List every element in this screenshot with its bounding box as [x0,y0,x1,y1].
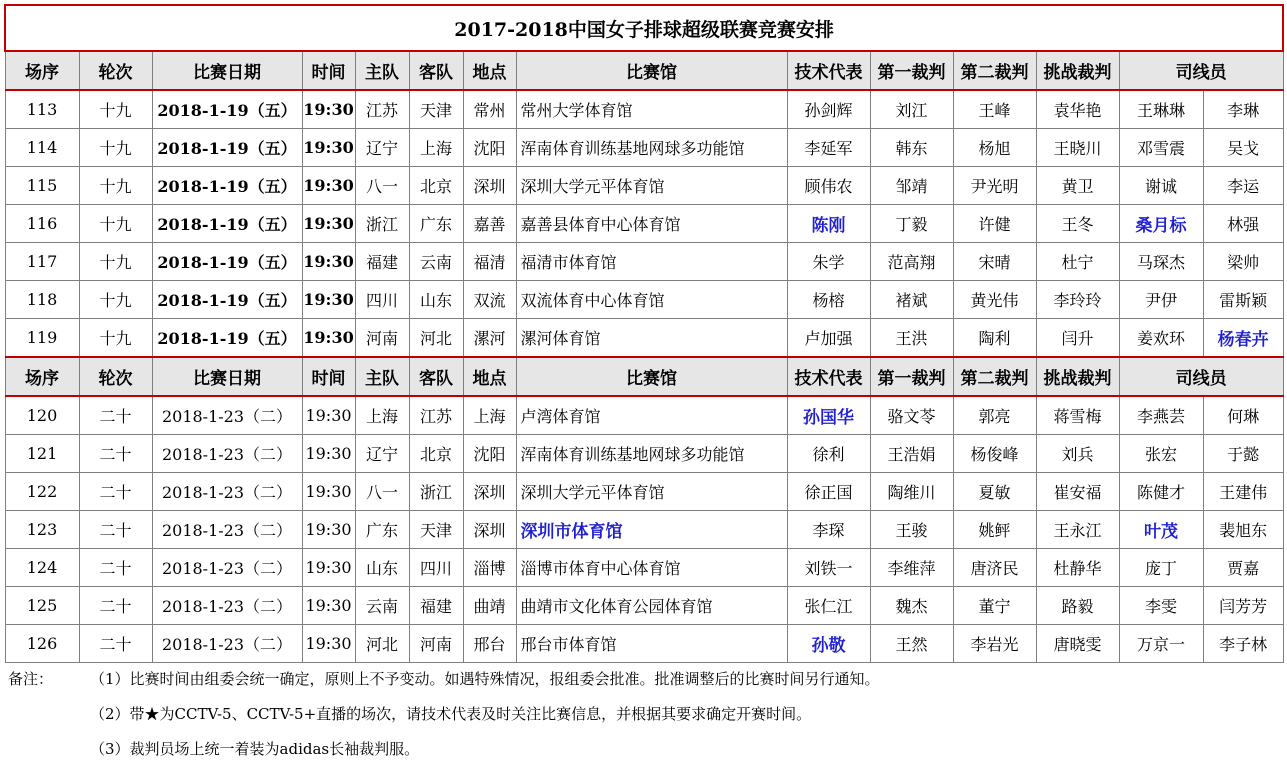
round-cell: 十九 [79,205,152,243]
match-date-cell: 2018-1-23（二） [152,549,302,587]
first-referee-cell: 魏杰 [870,587,953,625]
match-no-cell: 117 [5,243,79,281]
home-team-cell: 八一 [355,473,409,511]
match-time-cell: 19:30 [302,549,355,587]
line-judge-2-cell: 林强 [1203,205,1283,243]
technical-delegate-cell: 刘铁一 [787,549,870,587]
first-referee-cell: 邹靖 [870,167,953,205]
match-no-cell: 120 [5,396,79,435]
table-row [5,167,1283,205]
notes-label: 备注： [8,670,54,688]
venue-cell: 深圳市体育馆 [516,511,787,549]
match-time-cell: 19:30 [302,587,355,625]
second-referee-cell: 黄光伟 [953,281,1036,319]
first-referee-cell: 范高翔 [870,243,953,281]
column-header: 比赛日期 [152,51,302,90]
city-cell: 深圳 [463,511,516,549]
second-referee-cell: 李岩光 [953,625,1036,663]
away-team-cell: 河南 [409,625,463,663]
venue-cell: 深圳大学元平体育馆 [516,167,787,205]
away-team-cell: 广东 [409,205,463,243]
second-referee-cell: 尹光明 [953,167,1036,205]
round-cell: 十九 [79,129,152,167]
venue-cell: 卢湾体育馆 [516,396,787,435]
match-date-cell: 2018-1-23（二） [152,511,302,549]
match-no-cell: 126 [5,625,79,663]
city-cell: 沈阳 [463,435,516,473]
match-time-cell: 19:30 [302,281,355,319]
line-judge-1-cell: 谢诚 [1119,167,1203,205]
technical-delegate-cell: 杨榕 [787,281,870,319]
line-judge-2-cell: 裴旭东 [1203,511,1283,549]
away-team-cell: 江苏 [409,396,463,435]
match-time-cell: 19:30 [302,167,355,205]
match-no-cell: 124 [5,549,79,587]
city-cell: 深圳 [463,473,516,511]
round-cell: 十九 [79,167,152,205]
away-team-cell: 山东 [409,281,463,319]
second-referee-cell: 宋晴 [953,243,1036,281]
round-cell: 二十 [79,625,152,663]
technical-delegate-cell: 张仁江 [787,587,870,625]
line-judge-2-cell: 梁帅 [1203,243,1283,281]
venue-cell: 深圳大学元平体育馆 [516,473,787,511]
line-judge-1-cell: 李燕芸 [1119,396,1203,435]
header-row [5,51,1283,90]
column-header: 时间 [302,357,355,396]
line-judge-1-cell: 马琛杰 [1119,243,1203,281]
round-cell: 十九 [79,319,152,358]
challenge-referee-cell: 崔安福 [1036,473,1119,511]
city-cell: 深圳 [463,167,516,205]
second-referee-cell: 王峰 [953,90,1036,129]
match-date-cell: 2018-1-19（五） [152,129,302,167]
second-referee-cell: 杨俊峰 [953,435,1036,473]
table-row [5,243,1283,281]
match-date-cell: 2018-1-23（二） [152,473,302,511]
second-referee-cell: 杨旭 [953,129,1036,167]
match-date-cell: 2018-1-19（五） [152,281,302,319]
match-time-cell: 19:30 [302,396,355,435]
column-header: 挑战裁判 [1036,357,1119,396]
challenge-referee-cell: 杜宁 [1036,243,1119,281]
note-line-3: （3）裁判员场上统一着装为adidas长袖裁判服。 [90,740,420,758]
column-header: 技术代表 [787,51,870,90]
challenge-referee-cell: 闫升 [1036,319,1119,358]
city-cell: 上海 [463,396,516,435]
table-row [5,435,1283,473]
first-referee-cell: 王骏 [870,511,953,549]
first-referee-cell: 褚斌 [870,281,953,319]
match-date-cell: 2018-1-19（五） [152,319,302,358]
page-title: 2017-2018中国女子排球超级联赛竞赛安排 [5,5,1283,51]
challenge-referee-cell: 唐晓雯 [1036,625,1119,663]
match-no-cell: 116 [5,205,79,243]
round-cell: 二十 [79,549,152,587]
column-header: 客队 [409,357,463,396]
header-row [5,357,1283,396]
match-date-cell: 2018-1-19（五） [152,243,302,281]
column-header: 司线员 [1119,51,1283,90]
column-header: 比赛馆 [516,357,787,396]
column-header: 主队 [355,357,409,396]
column-header: 主队 [355,51,409,90]
match-date-cell: 2018-1-19（五） [152,205,302,243]
match-time-cell: 19:30 [302,511,355,549]
table-row [5,129,1283,167]
column-header: 轮次 [79,357,152,396]
round-cell: 十九 [79,243,152,281]
technical-delegate-cell: 徐正国 [787,473,870,511]
home-team-cell: 上海 [355,396,409,435]
match-no-cell: 118 [5,281,79,319]
column-header: 场序 [5,357,79,396]
match-no-cell: 115 [5,167,79,205]
technical-delegate-cell: 朱学 [787,243,870,281]
column-header: 比赛日期 [152,357,302,396]
table-row [5,625,1283,663]
table-row [5,396,1283,435]
challenge-referee-cell: 王冬 [1036,205,1119,243]
challenge-referee-cell: 黄卫 [1036,167,1119,205]
match-no-cell: 121 [5,435,79,473]
city-cell: 沈阳 [463,129,516,167]
first-referee-cell: 骆文苓 [870,396,953,435]
city-cell: 邢台 [463,625,516,663]
round-cell: 二十 [79,587,152,625]
match-date-cell: 2018-1-23（二） [152,396,302,435]
home-team-cell: 四川 [355,281,409,319]
home-team-cell: 辽宁 [355,129,409,167]
table-row [5,205,1283,243]
second-referee-cell: 姚鲆 [953,511,1036,549]
first-referee-cell: 李维萍 [870,549,953,587]
column-header: 第一裁判 [870,357,953,396]
match-time-cell: 19:30 [302,435,355,473]
challenge-referee-cell: 王永江 [1036,511,1119,549]
line-judge-1-cell: 姜欢环 [1119,319,1203,358]
first-referee-cell: 韩东 [870,129,953,167]
line-judge-1-cell: 王琳琳 [1119,90,1203,129]
home-team-cell: 河南 [355,319,409,358]
note-line-1: （1）比赛时间由组委会统一确定，原则上不予变动。如遇特殊情况，报组委会批准。批准调整后的比赛时间另行通知。 [90,670,880,688]
home-team-cell: 福建 [355,243,409,281]
challenge-referee-cell: 袁华艳 [1036,90,1119,129]
match-no-cell: 119 [5,319,79,358]
challenge-referee-cell: 李玲玲 [1036,281,1119,319]
home-team-cell: 河北 [355,625,409,663]
column-header: 时间 [302,51,355,90]
line-judge-2-cell: 杨春卉 [1203,319,1283,358]
second-referee-cell: 董宁 [953,587,1036,625]
venue-cell: 淄博市体育中心体育馆 [516,549,787,587]
line-judge-2-cell: 李琳 [1203,90,1283,129]
challenge-referee-cell: 路毅 [1036,587,1119,625]
match-time-cell: 19:30 [302,90,355,129]
match-date-cell: 2018-1-19（五） [152,90,302,129]
line-judge-2-cell: 李子林 [1203,625,1283,663]
column-header: 第一裁判 [870,51,953,90]
away-team-cell: 云南 [409,243,463,281]
column-header: 比赛馆 [516,51,787,90]
line-judge-2-cell: 何琳 [1203,396,1283,435]
first-referee-cell: 王浩娟 [870,435,953,473]
column-header: 第二裁判 [953,51,1036,90]
first-referee-cell: 陶维川 [870,473,953,511]
city-cell: 嘉善 [463,205,516,243]
challenge-referee-cell: 刘兵 [1036,435,1119,473]
away-team-cell: 天津 [409,90,463,129]
home-team-cell: 广东 [355,511,409,549]
round-cell: 二十 [79,435,152,473]
line-judge-2-cell: 贾嘉 [1203,549,1283,587]
technical-delegate-cell: 李琛 [787,511,870,549]
table-row [5,511,1283,549]
home-team-cell: 江苏 [355,90,409,129]
challenge-referee-cell: 蒋雪梅 [1036,396,1119,435]
column-header: 挑战裁判 [1036,51,1119,90]
line-judge-2-cell: 于懿 [1203,435,1283,473]
match-time-cell: 19:30 [302,129,355,167]
away-team-cell: 河北 [409,319,463,358]
second-referee-cell: 许健 [953,205,1036,243]
line-judge-2-cell: 吴戈 [1203,129,1283,167]
match-no-cell: 113 [5,90,79,129]
second-referee-cell: 唐济民 [953,549,1036,587]
match-time-cell: 19:30 [302,473,355,511]
technical-delegate-cell: 孙国华 [787,396,870,435]
second-referee-cell: 陶利 [953,319,1036,358]
first-referee-cell: 王洪 [870,319,953,358]
match-date-cell: 2018-1-23（二） [152,587,302,625]
column-header: 轮次 [79,51,152,90]
column-header: 技术代表 [787,357,870,396]
table-row [5,473,1283,511]
column-header: 地点 [463,51,516,90]
match-date-cell: 2018-1-23（二） [152,435,302,473]
line-judge-1-cell: 李雯 [1119,587,1203,625]
table-row [5,319,1283,358]
round-cell: 二十 [79,473,152,511]
column-header: 客队 [409,51,463,90]
match-date-cell: 2018-1-19（五） [152,167,302,205]
table-row [5,90,1283,129]
round-cell: 十九 [79,90,152,129]
city-cell: 曲靖 [463,587,516,625]
match-time-cell: 19:30 [302,319,355,358]
away-team-cell: 四川 [409,549,463,587]
line-judge-1-cell: 陈健才 [1119,473,1203,511]
home-team-cell: 云南 [355,587,409,625]
away-team-cell: 上海 [409,129,463,167]
venue-cell: 双流体育中心体育馆 [516,281,787,319]
city-cell: 福清 [463,243,516,281]
technical-delegate-cell: 顾伟农 [787,167,870,205]
technical-delegate-cell: 李延军 [787,129,870,167]
column-header: 地点 [463,357,516,396]
second-referee-cell: 夏敏 [953,473,1036,511]
round-cell: 二十 [79,511,152,549]
note-line-2: （2）带★为CCTV-5、CCTV-5+直播的场次，请技术代表及时关注比赛信息，并根据其要求确定开赛时间。 [90,705,812,723]
venue-cell: 漯河体育馆 [516,319,787,358]
city-cell: 淄博 [463,549,516,587]
away-team-cell: 福建 [409,587,463,625]
match-time-cell: 19:30 [302,243,355,281]
table-row [5,281,1283,319]
venue-cell: 曲靖市文化体育公园体育馆 [516,587,787,625]
venue-cell: 福清市体育馆 [516,243,787,281]
challenge-referee-cell: 杜静华 [1036,549,1119,587]
city-cell: 常州 [463,90,516,129]
line-judge-1-cell: 尹伊 [1119,281,1203,319]
technical-delegate-cell: 孙剑辉 [787,90,870,129]
line-judge-1-cell: 桑月标 [1119,205,1203,243]
match-time-cell: 19:30 [302,205,355,243]
table-row [5,549,1283,587]
away-team-cell: 北京 [409,167,463,205]
home-team-cell: 浙江 [355,205,409,243]
challenge-referee-cell: 王晓川 [1036,129,1119,167]
line-judge-1-cell: 庞丁 [1119,549,1203,587]
match-no-cell: 122 [5,473,79,511]
first-referee-cell: 刘江 [870,90,953,129]
line-judge-1-cell: 张宏 [1119,435,1203,473]
city-cell: 漯河 [463,319,516,358]
venue-cell: 邢台市体育馆 [516,625,787,663]
away-team-cell: 天津 [409,511,463,549]
line-judge-2-cell: 王建伟 [1203,473,1283,511]
away-team-cell: 浙江 [409,473,463,511]
column-header: 第二裁判 [953,357,1036,396]
column-header: 场序 [5,51,79,90]
home-team-cell: 山东 [355,549,409,587]
line-judge-2-cell: 雷斯颖 [1203,281,1283,319]
venue-cell: 嘉善县体育中心体育馆 [516,205,787,243]
line-judge-2-cell: 李运 [1203,167,1283,205]
technical-delegate-cell: 孙敬 [787,625,870,663]
first-referee-cell: 丁毅 [870,205,953,243]
venue-cell: 浑南体育训练基地网球多功能馆 [516,435,787,473]
line-judge-1-cell: 邓雪震 [1119,129,1203,167]
table-row [5,587,1283,625]
away-team-cell: 北京 [409,435,463,473]
match-no-cell: 114 [5,129,79,167]
first-referee-cell: 王然 [870,625,953,663]
technical-delegate-cell: 徐利 [787,435,870,473]
home-team-cell: 辽宁 [355,435,409,473]
round-cell: 二十 [79,396,152,435]
schedule-table [4,4,1284,663]
second-referee-cell: 郭亮 [953,396,1036,435]
venue-cell: 浑南体育训练基地网球多功能馆 [516,129,787,167]
technical-delegate-cell: 卢加强 [787,319,870,358]
line-judge-2-cell: 闫芳芳 [1203,587,1283,625]
home-team-cell: 八一 [355,167,409,205]
line-judge-1-cell: 万京一 [1119,625,1203,663]
column-header: 司线员 [1119,357,1283,396]
technical-delegate-cell: 陈刚 [787,205,870,243]
venue-cell: 常州大学体育馆 [516,90,787,129]
city-cell: 双流 [463,281,516,319]
match-date-cell: 2018-1-23（二） [152,625,302,663]
match-time-cell: 19:30 [302,625,355,663]
line-judge-1-cell: 叶茂 [1119,511,1203,549]
round-cell: 十九 [79,281,152,319]
match-no-cell: 125 [5,587,79,625]
match-no-cell: 123 [5,511,79,549]
